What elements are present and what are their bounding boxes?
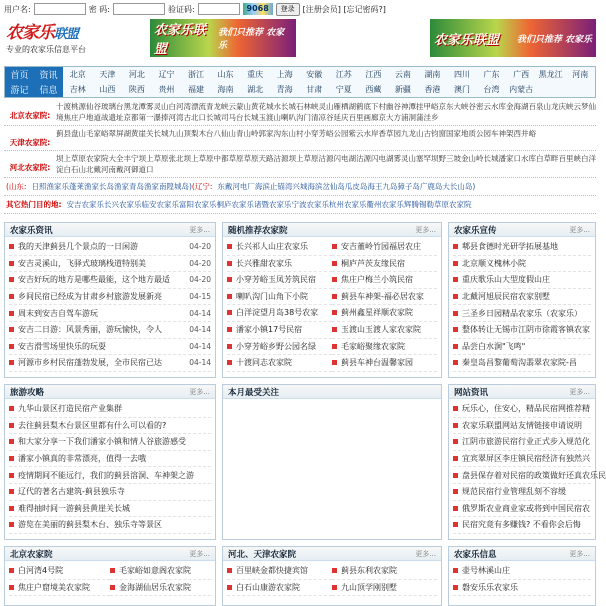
destination-link[interactable]: 百里峡: [558, 154, 581, 163]
region-label: 河北农家院:: [9, 163, 51, 172]
nav-province-links: [63, 67, 595, 97]
coastal-line: [4, 178, 596, 196]
destination-link[interactable]: 青龙峡: [206, 102, 229, 111]
province-link[interactable]: 天津: [99, 70, 116, 79]
logo-suffix: 联盟: [54, 27, 79, 42]
nav-link[interactable]: 信息: [39, 86, 58, 96]
destination-link[interactable]: 沽源坝上草原: [273, 154, 319, 163]
destination-link[interactable]: 衢州农家乐: [366, 200, 404, 209]
destination-link[interactable]: 金海湖: [506, 102, 529, 111]
farmhouse-link[interactable]: 焦庄户窟境美农家院: [9, 580, 110, 597]
panel-title: 农家乐信息: [454, 549, 497, 560]
province-link[interactable]: 西藏: [365, 85, 382, 94]
item-title[interactable]: 玩乐心，住安心，精品民宿网推荐精: [453, 403, 591, 414]
captcha-input[interactable]: [198, 3, 240, 15]
coastal-label: (山东:: [6, 182, 27, 191]
region-row: [4, 151, 596, 178]
province-link[interactable]: 香港: [424, 85, 441, 94]
province-link[interactable]: 陕西: [128, 85, 145, 94]
province-link[interactable]: 山东: [217, 70, 234, 79]
news-panel: [4, 222, 216, 378]
more-link[interactable]: 更多...: [415, 225, 436, 234]
destination-link[interactable]: 京大方浦洞: [378, 113, 416, 122]
item-title[interactable]: 和大家分享一下我们潘家小镇和情人谷旅游感受: [9, 436, 211, 447]
banner-ad[interactable]: [430, 19, 596, 57]
list-item[interactable]: [453, 401, 591, 418]
destination-link[interactable]: 九龙山: [401, 129, 424, 138]
item-title[interactable]: 江阴市旅游民宿行业正式步入规范化: [453, 436, 591, 447]
farmhouse-link[interactable]: 玉渡山玉渡人家农家院: [332, 322, 437, 339]
destination-link[interactable]: 桃源仙谷: [71, 102, 101, 111]
destination-link[interactable]: 岔仙岛: [322, 182, 345, 191]
destination-link[interactable]: 黄花城水长城: [251, 102, 296, 111]
farmhouse-link[interactable]: 小穿芳峪乡野公园名绿: [227, 339, 332, 356]
list-item[interactable]: [453, 501, 591, 518]
destination-link[interactable]: 雁栖湖: [333, 102, 356, 111]
farmhouse-link[interactable]: 十渡同志农家院: [227, 355, 332, 372]
farmhouse-link[interactable]: 喇叭沟门山角下小院: [227, 289, 332, 306]
destination-link[interactable]: 御道口: [131, 165, 154, 174]
destination-link[interactable]: 白河湾漂流: [168, 102, 206, 111]
destination-link[interactable]: 止锚湾: [269, 182, 293, 191]
nav-link[interactable]: 游记: [10, 86, 29, 96]
region-row: [4, 126, 596, 151]
site-news-panel: [448, 384, 606, 540]
destination-link[interactable]: 富阳农家乐: [179, 200, 217, 209]
province-link[interactable]: 湖南: [424, 70, 441, 79]
panel-title: 网站资讯: [454, 387, 489, 398]
farmhouse-link[interactable]: 潘家小镇17号民宿: [227, 322, 332, 339]
destination-link[interactable]: 临安农家乐: [141, 200, 179, 209]
destination-link[interactable]: 百泉山: [528, 102, 551, 111]
destination-link[interactable]: 车神架: [491, 129, 514, 138]
farmhouse-link[interactable]: 毛家峪如意阁农家院: [110, 563, 211, 580]
destination-link[interactable]: 大长山岛): [442, 182, 476, 191]
list-item[interactable]: [9, 418, 211, 435]
destination-link[interactable]: 獐子岛: [397, 182, 420, 191]
farmhouse-link[interactable]: 长兴祁人山庄农家乐: [227, 239, 332, 256]
banner-title: 农家乐联盟: [434, 32, 500, 48]
province-link[interactable]: 澳门: [453, 85, 470, 94]
farmhouse-link[interactable]: 蓟县车神架-福必居农家: [332, 289, 437, 306]
item-title[interactable]: 秦皇岛昌黎葡萄沟翡翠农家院-昌: [453, 357, 591, 368]
list-item[interactable]: [9, 272, 211, 289]
monthly-popular-panel: [222, 384, 442, 540]
province-link[interactable]: 北京: [69, 70, 86, 79]
hebei-tianjin-farmhouse-panel: [222, 546, 442, 606]
farmhouse-link[interactable]: 桐庐芦茨友缘民宿: [332, 256, 437, 273]
destination-link[interactable]: 沽源闪电湖: [318, 154, 356, 163]
destination-link[interactable]: 京东大峡谷: [438, 102, 476, 111]
list-item[interactable]: [453, 517, 591, 534]
item-title[interactable]: 民宿究竟有多赚钱? 不看你会后悔: [453, 519, 591, 530]
destination-link[interactable]: 灵山: [318, 102, 334, 111]
list-item[interactable]: [9, 401, 211, 418]
province-link[interactable]: 黑龙江: [538, 70, 563, 79]
destination-link[interactable]: 安吉农家乐: [66, 200, 104, 209]
province-link[interactable]: 甘肃: [306, 85, 323, 94]
travel-guide-panel: [4, 384, 216, 540]
main-nav: [4, 66, 596, 98]
province-link[interactable]: 山西: [99, 85, 116, 94]
logo-main: 农家乐: [6, 23, 54, 43]
province-link[interactable]: 江苏: [335, 70, 352, 79]
destination-link[interactable]: 宁波农家乐: [291, 200, 329, 209]
farmhouse-link[interactable]: 白洋淀望月岛38号农家: [227, 305, 332, 322]
item-title[interactable]: 疫情期间不能远行，我们的蓟县溶洞、车神架之游: [9, 470, 211, 481]
item-title[interactable]: 壶号林溪山庄: [453, 565, 591, 576]
list-item[interactable]: [9, 256, 211, 273]
item-title[interactable]: 难得抽时间一游蓟县黄崖关长城: [9, 503, 211, 514]
nav-link[interactable]: 资讯: [39, 71, 58, 81]
item-title[interactable]: 宜宾翠屏区李庄镇民宿经济有独然兴: [453, 453, 591, 464]
destination-link[interactable]: 潘家口水库: [498, 154, 536, 163]
panel-title: 旅游攻略: [10, 387, 45, 398]
item-title[interactable]: 整体转让无锡市江阴市徐霞客镇农家: [453, 324, 591, 335]
destination-link[interactable]: 蒲洼乡: [416, 113, 439, 122]
list-item[interactable]: [9, 289, 211, 306]
list-item[interactable]: [9, 501, 211, 518]
captcha-label: 验证码:: [167, 4, 195, 14]
destination-link[interactable]: 青岛渔家: [128, 182, 159, 191]
item-title[interactable]: 安吉灵溪山，飞驿式玻璃栈道特别美: [9, 258, 185, 269]
destination-link[interactable]: 白草畔: [536, 154, 559, 163]
password-label: 密 码:: [88, 4, 110, 14]
farmhouse-link[interactable]: 长兴雅甜农家乐: [227, 256, 332, 273]
item-title[interactable]: 辽代的著名古建筑-蓟县独乐寺: [9, 486, 211, 497]
item-title[interactable]: 北京顺义槐林小院: [453, 258, 591, 269]
destination-link[interactable]: 捧河湾: [161, 113, 184, 122]
item-title[interactable]: 品尝白水涧"飞鸣": [453, 341, 591, 352]
province-link[interactable]: 河南: [572, 70, 589, 79]
region-directory: [4, 99, 596, 214]
region-label: 天津农家院:: [9, 138, 51, 147]
destination-link[interactable]: 南戴河: [108, 165, 131, 174]
province-link[interactable]: 内蒙古: [509, 85, 534, 94]
province-link[interactable]: 浙江: [187, 70, 204, 79]
list-item[interactable]: [453, 418, 591, 435]
more-link[interactable]: 更多...: [189, 549, 210, 558]
destination-link[interactable]: 盘山: [71, 129, 86, 138]
panel-title: 河北、天津农家院: [228, 549, 297, 560]
site-logo[interactable]: [6, 18, 126, 56]
farmhouse-link[interactable]: 蓟县东利农家院: [332, 563, 437, 580]
destination-link[interactable]: 长兴农家乐: [104, 200, 142, 209]
banner-slogan: 我们只推荐 农家乐: [516, 34, 592, 45]
nav-main-links: [5, 67, 63, 97]
destination-link[interactable]: 蓬莱渔家: [68, 182, 99, 191]
destination-link[interactable]: 青山岭: [236, 129, 259, 138]
destination-link[interactable]: 电厂海滨: [239, 182, 270, 191]
coastal-label: (辽宁:: [191, 182, 213, 191]
destination-link[interactable]: 京都第一瀑: [123, 113, 161, 122]
province-link[interactable]: 重庆: [247, 70, 264, 79]
destination-link[interactable]: 金山岭长城: [461, 154, 499, 163]
destination-link[interactable]: 喇叭沟门: [281, 113, 311, 122]
promo-panel: [448, 222, 596, 378]
province-link[interactable]: 新疆: [394, 85, 411, 94]
destination-link[interactable]: 张北坝上草原: [168, 154, 214, 163]
item-title[interactable]: 去往蓟县梨木台景区里都有什么可以看的?: [9, 420, 211, 431]
item-title[interactable]: 乡间民宿已经成为甘肃乡村旅游发展新亮: [9, 291, 185, 302]
destination-link[interactable]: 云蒙山: [228, 102, 251, 111]
item-title[interactable]: 俄罗斯农业商业家或将到中国民宿农: [453, 503, 591, 514]
captcha-image[interactable]: 9068: [243, 3, 273, 15]
more-link[interactable]: 更多...: [415, 549, 436, 558]
farmhouse-link[interactable]: 毛家峪聚缘农家院: [332, 339, 437, 356]
list-item[interactable]: [453, 355, 591, 372]
beijing-farmhouse-panel: [4, 546, 216, 606]
more-link[interactable]: 更多...: [569, 549, 590, 558]
panel-title: 农家乐宣传: [454, 225, 497, 236]
destination-link[interactable]: 桐庐农家乐: [216, 200, 254, 209]
destination-link[interactable]: 东山村: [281, 129, 304, 138]
province-link[interactable]: 广西: [513, 70, 530, 79]
destination-link[interactable]: 草原天路: [243, 154, 274, 163]
item-title[interactable]: 安吉滑雪场里快乐的玩耍: [9, 341, 185, 352]
item-title[interactable]: 潘家小镇真的非常漂亮，值得一去哦: [9, 453, 211, 464]
destination-link[interactable]: 玻璃台: [101, 102, 124, 111]
destination-link[interactable]: 古钧窗国家地质公园: [423, 129, 491, 138]
item-date: 04-14: [189, 325, 211, 335]
destination-link[interactable]: 密云水库: [476, 102, 506, 111]
province-link[interactable]: 四川: [453, 70, 470, 79]
farmhouse-link[interactable]: 蓟州鑫星祥顺农家院: [332, 305, 437, 322]
item-date: 04-20: [189, 242, 211, 252]
province-link[interactable]: 河北: [128, 70, 145, 79]
list-item[interactable]: [453, 272, 591, 289]
destination-link[interactable]: 蓟县: [56, 129, 71, 138]
banner-title: 农家乐联盟: [154, 23, 207, 57]
item-title[interactable]: 郫县食德时光研学拓展基地: [453, 241, 591, 252]
list-item[interactable]: [9, 339, 211, 356]
province-link[interactable]: 吉林: [69, 85, 86, 94]
list-item[interactable]: [9, 355, 211, 372]
destination-link[interactable]: 黄崖关长城: [131, 129, 169, 138]
login-button[interactable]: 登录: [276, 3, 300, 16]
list-item[interactable]: [9, 434, 211, 451]
item-title[interactable]: 农家乐联盟网站友情链接申请说明: [453, 420, 591, 431]
item-date: 04-15: [189, 292, 211, 302]
farmhouse-link[interactable]: 金海湖仙居乐农家院: [110, 580, 211, 597]
destination-link[interactable]: 梨木台: [191, 129, 214, 138]
item-title[interactable]: 磐安乐乐农家乐: [453, 582, 591, 593]
destination-link[interactable]: 幽谷神潭: [386, 102, 416, 111]
province-link[interactable]: 广东: [483, 70, 500, 79]
farmhouse-link[interactable]: 百里峡金都快捷宾馆: [227, 563, 332, 580]
panel-title: 随机推荐农家院: [228, 225, 288, 236]
list-item[interactable]: [9, 239, 211, 256]
login-bar: [0, 0, 600, 18]
more-link[interactable]: 更多...: [189, 225, 210, 234]
item-title[interactable]: 游览在美丽的蓟县梨木台、独乐寺等景区: [9, 519, 211, 530]
farmhouse-link[interactable]: 焦庄户梅兰小筑民宿: [332, 272, 437, 289]
item-title[interactable]: 周末到安吉自驾车游玩: [9, 308, 185, 319]
list-item[interactable]: [453, 580, 591, 597]
province-link[interactable]: 安徽: [306, 70, 323, 79]
panel-title: 农家乐资讯: [10, 225, 53, 236]
province-link[interactable]: 湖北: [247, 85, 264, 94]
destination-link[interactable]: 海王九岛: [367, 182, 398, 191]
destination-link[interactable]: 东戴河: [217, 182, 240, 191]
province-link[interactable]: 青海: [276, 85, 293, 94]
list-item[interactable]: [453, 239, 591, 256]
banner-slogan: 我们只推荐 农家乐: [218, 28, 285, 51]
destination-link[interactable]: 雾灵山: [146, 102, 169, 111]
province-link[interactable]: 宁夏: [335, 85, 352, 94]
destination-link[interactable]: 北戴河: [86, 165, 109, 174]
destination-link[interactable]: 野三坡: [438, 154, 461, 163]
list-item[interactable]: [453, 289, 591, 306]
item-title[interactable]: 九华山景区打造民宿产业集群: [9, 403, 211, 414]
more-link[interactable]: 更多...: [569, 387, 590, 396]
list-item[interactable]: [453, 467, 606, 484]
region-links: [56, 101, 596, 123]
other-label: 其它热门目的地:: [6, 200, 62, 209]
other-destinations-line: [4, 196, 596, 214]
destination-link[interactable]: 白洋淀: [56, 154, 596, 174]
panel-title: 本月最受关注: [228, 387, 280, 398]
destination-link[interactable]: 挂甲峪: [416, 102, 439, 111]
item-title[interactable]: 规范民宿行业管理乱刻不容缓: [453, 486, 591, 497]
destination-link[interactable]: 十渡: [56, 102, 71, 111]
destination-link[interactable]: 丰宁坝上草原: [123, 154, 169, 163]
list-item[interactable]: [453, 434, 591, 451]
more-link[interactable]: 更多...: [569, 225, 590, 234]
destination-link[interactable]: 鹤底下村: [356, 102, 386, 111]
destination-link[interactable]: 清凉谷: [311, 113, 334, 122]
list-item[interactable]: [453, 322, 591, 339]
logo-tagline: 专业的农家乐信息平台: [6, 45, 86, 54]
item-title[interactable]: 重庆歌乐山大型度假山庄: [453, 274, 591, 285]
destination-link[interactable]: 云梦仙境: [56, 102, 596, 122]
item-title[interactable]: 三圣乡日园精品农家乐（农家乐）: [453, 308, 591, 319]
destination-link[interactable]: 杭州农家乐: [329, 200, 367, 209]
list-item[interactable]: [9, 305, 211, 322]
list-item[interactable]: [453, 563, 591, 580]
farmhouse-link[interactable]: 蓟县车神台温馨家园: [332, 355, 437, 372]
destination-link[interactable]: 坝上草原农家院大全: [56, 154, 124, 163]
destination-link[interactable]: 瓜皮岛: [344, 182, 368, 191]
item-title[interactable]: 我的天津蓟县几个景点的一日闲游: [9, 241, 185, 252]
destination-link[interactable]: 毛家峪: [86, 129, 109, 138]
destination-link[interactable]: 西井峪: [513, 129, 536, 138]
panel-title: 北京农家院: [10, 549, 53, 560]
item-date: 04-14: [189, 341, 211, 351]
province-link[interactable]: 江西: [365, 70, 382, 79]
farmhouse-link[interactable]: 白石山康游农家院: [227, 580, 332, 597]
province-link[interactable]: 海南: [217, 85, 234, 94]
destination-link[interactable]: 焦庄户地道战遗址: [63, 113, 124, 122]
destination-link[interactable]: 日照渔家乐: [31, 182, 69, 191]
destination-link[interactable]: 沽源闪电湖: [356, 154, 394, 163]
destination-link[interactable]: 塞罕坝: [416, 154, 439, 163]
item-date: 04-14: [189, 358, 211, 368]
destination-link[interactable]: 司马台长城: [221, 113, 259, 122]
destination-link[interactable]: 中都草原: [213, 154, 244, 163]
list-item[interactable]: [453, 339, 591, 356]
destination-link[interactable]: 石林峡: [296, 102, 319, 111]
province-link[interactable]: 辽宁: [158, 70, 175, 79]
random-recommend-panel: [222, 222, 442, 378]
destination-link[interactable]: 八仙山: [213, 129, 236, 138]
farmhouse-link[interactable]: 九山顶学刚别墅: [332, 580, 437, 597]
register-links[interactable]: [注册会员] [忘记密码?]: [302, 4, 386, 14]
list-item[interactable]: [9, 322, 211, 339]
banner-ad[interactable]: [150, 19, 296, 57]
province-link[interactable]: 福建: [187, 85, 204, 94]
password-input[interactable]: [113, 3, 165, 15]
province-link[interactable]: 云南: [394, 70, 411, 79]
list-item[interactable]: [9, 517, 211, 534]
item-date: 04-20: [189, 258, 211, 268]
destination-link[interactable]: 黑龙潭: [123, 102, 146, 111]
item-title[interactable]: 盘县保存着对民宿的政策做好还真农乐民: [453, 470, 606, 481]
region-links: [56, 128, 596, 148]
region-row: [4, 99, 596, 126]
province-link[interactable]: 台湾: [483, 85, 500, 94]
destination-link[interactable]: 广鹿岛: [419, 182, 443, 191]
list-item[interactable]: [453, 451, 591, 468]
list-item[interactable]: [453, 484, 591, 501]
destination-link[interactable]: 雾灵山: [393, 154, 416, 163]
list-item[interactable]: [453, 305, 591, 322]
item-date: 04-14: [189, 308, 211, 318]
list-item[interactable]: [453, 256, 591, 273]
destination-link[interactable]: 郭家沟: [258, 129, 281, 138]
destination-link[interactable]: 紫云水岸香草园: [348, 129, 401, 138]
destination-link[interactable]: 南隍城岛): [158, 182, 192, 191]
destination-link[interactable]: 兴城海滨: [292, 182, 323, 191]
destination-link[interactable]: 辉腾锡勒草原农家院: [404, 200, 472, 209]
destination-link[interactable]: 诸暨农家乐: [254, 200, 292, 209]
list-item[interactable]: [9, 484, 211, 501]
region-label: 北京农家院:: [9, 111, 51, 120]
item-date: 04-20: [189, 275, 211, 285]
destination-link[interactable]: 小穿芳峪公园: [303, 129, 349, 138]
list-item[interactable]: [9, 467, 211, 484]
destination-link[interactable]: 古北口长城: [183, 113, 221, 122]
list-item[interactable]: [9, 451, 211, 468]
item-title[interactable]: 北戴河旭辰民宿农家别墅: [453, 291, 591, 302]
username-input[interactable]: [34, 3, 86, 15]
destination-link[interactable]: 翠屏湖: [108, 129, 131, 138]
username-label: 用户名:: [4, 4, 31, 14]
item-title[interactable]: 河源市乡村民宿蓬勃发展，全市民宿已达: [9, 357, 185, 368]
farmhouse-link[interactable]: 安吉董岭竹园福居农庄: [332, 239, 437, 256]
item-title[interactable]: 安吉好玩的地方是哪些最能，这个地方最适: [9, 274, 185, 285]
item-title[interactable]: 安吉二日游：风景秀丽，游玩愉快，令人: [9, 324, 185, 335]
farmhouse-link[interactable]: 小穿芳峪玉凤芳筑民宿: [227, 272, 332, 289]
province-link[interactable]: 上海: [276, 70, 293, 79]
destination-link[interactable]: 延庆百里画廊: [333, 113, 379, 122]
farmhouse-info-panel: [448, 546, 596, 606]
province-link[interactable]: 贵州: [158, 85, 175, 94]
destination-link[interactable]: 白石山: [63, 165, 86, 174]
destination-link[interactable]: 龙庆峡: [551, 102, 574, 111]
destination-link[interactable]: 长岛渔家: [98, 182, 129, 191]
destination-link[interactable]: 九山顶: [168, 129, 191, 138]
farmhouse-link[interactable]: 白河湾4号院: [9, 563, 110, 580]
destination-link[interactable]: 玉渡山: [258, 113, 281, 122]
region-links: [56, 153, 596, 175]
more-link[interactable]: 更多...: [189, 387, 210, 396]
nav-link[interactable]: 首页: [10, 71, 29, 81]
